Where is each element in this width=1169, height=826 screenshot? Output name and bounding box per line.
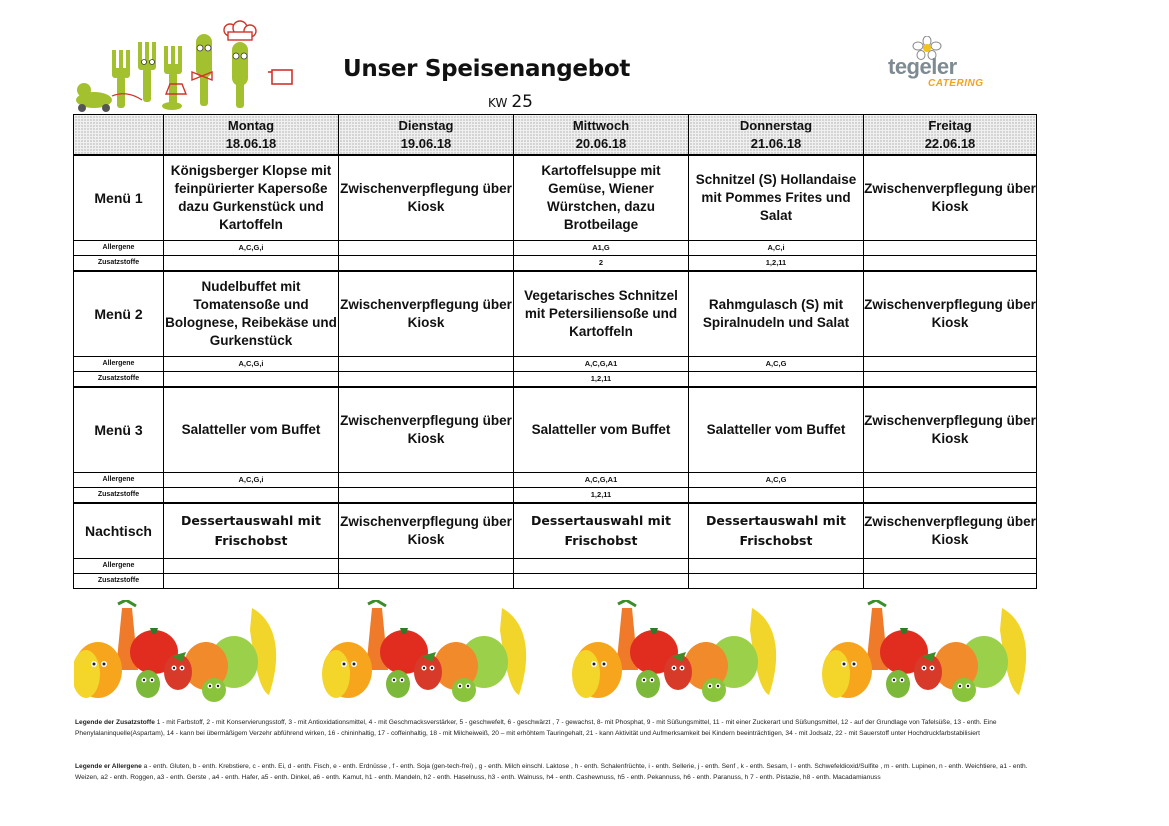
allergene-label: Allergene (74, 473, 164, 488)
day-header-row (74, 115, 1037, 156)
dish-cell: Rahmgulasch (S) mit Spiralnudeln und Salat (689, 271, 864, 357)
allergene-cell (514, 559, 689, 574)
zusatzstoffe-cell (689, 488, 864, 504)
brand-name: tegeler (888, 54, 957, 79)
zusatzstoffe-cell (864, 488, 1037, 504)
menu-label: Nachtisch (74, 503, 164, 559)
zusatzstoffe-cell: 1,2,11 (514, 372, 689, 388)
kw-number: 25 (511, 92, 533, 112)
kids-cutlery-logo (72, 20, 302, 112)
legend-text: a - enth. Gluten, b - enth. Krebstiere, c - enth. Ei, d - enth. Fisch, e - enth. Erdnüsse , f - enth. Soja (gen-tech-frei) , g - enth. Milch einschl. Laktose , h - enth. Schalenfrüchte, i - enth. Sellerie, j - enth. Senf , k - enth. Sesam, l - enth. Schwefeldioxid/Sulfite , m - enth. Lupinen, n - enth. Weichtiere, a1 - enth. Weizen, a2 - enth. Roggen, a3 - enth. Gerste , a4 - enth. Hafer, a5 - enth. Dinkel, a6 - enth. Kamut, h1 - enth. Mandeln, h2 - enth. Haselnuss, h3 - enth. Walnuss, h4 - enth. Cashewnuss, h5 - enth. Pekannuss, h6 - enth. Paranuss, h 7 - enth. Pistazie, h8 - enth. Macadamianuss (75, 763, 1028, 782)
day-header (339, 115, 514, 156)
allergene-cell (864, 473, 1037, 488)
zusatzstoffe-cell (864, 372, 1037, 388)
day-date: 19.06.18 (400, 135, 452, 151)
dish-cell: Kartoffelsuppe mit Gemüse, Wiener Würstchen, dazu Brotbeilage (514, 155, 689, 241)
allergene-label: Allergene (74, 357, 164, 372)
allergene-cell (164, 559, 339, 574)
dish-cell: Salatteller vom Buffet (689, 387, 864, 473)
menu-label: Menü 1 (74, 155, 164, 241)
legend-text: 1 - mit Farbstoff, 2 - mit Konservierungsstoff, 3 - mit Antioxidationsmittel, 4 - mit Geschmacksverstärker, 5 - geschwefelt, 6 - geschwärzt , 7 - gewachst, 8- mit Phosphat, 9 - mit Süßungsmittel, 11 - mit einer Zuckerart und Süßungsmittel, 12 - auf der Grundlage von Tafelsüße, 13 - enth. Eine Phenylalaninquelle(Aspartam), 14 - kann bei übermäßigem Verzehr abführend wirken, 16 - chininhaltig, 17 - coffeinhaltig, 18 - mit Milcheiweiß, 20 – mit erhöhtem Tauringehalt, 21 - kann Aktivität und Aufmerksamkeit bei Kindern beeinträchtigen, 34 - mit Jodsalz, 22 - mit Sauerstoff unter Hochdruckfarbstabilisiert (75, 719, 997, 738)
allergene-row (74, 559, 1037, 574)
day-name: Montag (227, 117, 275, 133)
allergene-cell (864, 241, 1037, 256)
kw-label: KW (488, 96, 508, 110)
zusatzstoffe-label: Zusatzstoffe (74, 488, 164, 504)
legend-title: Legende er Allergene (75, 763, 142, 770)
zusatzstoffe-cell (164, 372, 339, 388)
fruit-illustrations (74, 600, 1034, 705)
dish-cell: Zwischenverpflegung über Kiosk (864, 271, 1037, 357)
zusatzstoffe-cell: 2 (514, 256, 689, 272)
dish-cell: Schnitzel (S) Hollandaise mit Pommes Frites und Salat (689, 155, 864, 241)
day-date: 18.06.18 (225, 135, 277, 151)
zusatzstoffe-cell (339, 256, 514, 272)
zusatzstoffe-cell (164, 574, 339, 589)
dish-cell: Dessertauswahl mit Frischobst (164, 503, 339, 559)
calendar-week (488, 92, 533, 112)
zusatzstoffe-cell (689, 574, 864, 589)
menu-row (74, 503, 1037, 559)
allergene-cell (864, 559, 1037, 574)
menu-label: Menü 3 (74, 387, 164, 473)
zusatzstoffe-row (74, 574, 1037, 589)
zusatzstoffe-cell (339, 574, 514, 589)
menu-row (74, 155, 1037, 241)
allergene-row (74, 241, 1037, 256)
allergene-cell: A,C,G,i (164, 241, 339, 256)
allergene-legend (75, 761, 1035, 784)
corner-cell (74, 115, 164, 156)
day-date: 21.06.18 (750, 135, 802, 151)
day-date: 20.06.18 (575, 135, 627, 151)
dish-cell: Zwischenverpflegung über Kiosk (864, 387, 1037, 473)
zusatzstoffe-cell: 1,2,11 (514, 488, 689, 504)
day-name: Mittwoch (572, 117, 630, 133)
zusatzstoffe-cell (864, 574, 1037, 589)
day-date: 22.06.18 (924, 135, 976, 151)
day-name: Donnerstag (739, 117, 813, 133)
dish-cell: Vegetarisches Schnitzel mit Petersiliensoße und Kartoffeln (514, 271, 689, 357)
allergene-cell: A,C,G,i (164, 473, 339, 488)
zusatzstoffe-cell (689, 372, 864, 388)
allergene-cell (339, 559, 514, 574)
allergene-cell: A,C,G,A1 (514, 357, 689, 372)
day-header (864, 115, 1037, 156)
day-name: Dienstag (398, 117, 454, 133)
zusatzstoffe-label: Zusatzstoffe (74, 574, 164, 589)
legend-title: Legende der Zusatzstoffe (75, 719, 155, 726)
allergene-cell (339, 241, 514, 256)
zusatzstoffe-row (74, 488, 1037, 504)
allergene-row (74, 357, 1037, 372)
allergene-cell: A,C,G,A1 (514, 473, 689, 488)
menu-table (73, 114, 1037, 589)
dish-cell: Dessertauswahl mit Frischobst (689, 503, 864, 559)
allergene-cell (339, 357, 514, 372)
zusatzstoffe-cell (864, 256, 1037, 272)
zusatzstoffe-cell (339, 488, 514, 504)
day-header (689, 115, 864, 156)
dish-cell: Salatteller vom Buffet (164, 387, 339, 473)
day-header (164, 115, 339, 156)
allergene-label: Allergene (74, 241, 164, 256)
allergene-cell (339, 473, 514, 488)
allergene-cell (864, 357, 1037, 372)
allergene-cell: A,C,G (689, 473, 864, 488)
dish-cell: Zwischenverpflegung über Kiosk (339, 271, 514, 357)
brand-sub: CATERING (928, 78, 984, 89)
dish-cell: Zwischenverpflegung über Kiosk (339, 155, 514, 241)
dish-cell: Nudelbuffet mit Tomatensoße und Bolognese, Reibekäse und Gurkenstück (164, 271, 339, 357)
zusatzstoffe-cell: 1,2,11 (689, 256, 864, 272)
menu-row (74, 271, 1037, 357)
allergene-cell: A1,G (514, 241, 689, 256)
dish-cell: Zwischenverpflegung über Kiosk (339, 503, 514, 559)
zusatzstoffe-legend (75, 717, 1035, 740)
dish-cell: Königsberger Klopse mit feinpürierter Kapersoße dazu Gurkenstück und Kartoffeln (164, 155, 339, 241)
day-name: Freitag (928, 117, 972, 133)
zusatzstoffe-cell (514, 574, 689, 589)
allergene-cell: A,C,G,i (164, 357, 339, 372)
zusatzstoffe-cell (164, 488, 339, 504)
menu-label: Menü 2 (74, 271, 164, 357)
zusatzstoffe-label: Zusatzstoffe (74, 372, 164, 388)
zusatzstoffe-cell (339, 372, 514, 388)
dish-cell: Salatteller vom Buffet (514, 387, 689, 473)
allergene-cell: A,C,i (689, 241, 864, 256)
allergene-cell: A,C,G (689, 357, 864, 372)
zusatzstoffe-row (74, 372, 1037, 388)
dish-cell: Dessertauswahl mit Frischobst (514, 503, 689, 559)
allergene-row (74, 473, 1037, 488)
zusatzstoffe-cell (164, 256, 339, 272)
zusatzstoffe-label: Zusatzstoffe (74, 256, 164, 272)
menu-row (74, 387, 1037, 473)
zusatzstoffe-row (74, 256, 1037, 272)
dish-cell: Zwischenverpflegung über Kiosk (864, 155, 1037, 241)
dish-cell: Zwischenverpflegung über Kiosk (339, 387, 514, 473)
day-header (514, 115, 689, 156)
allergene-cell (689, 559, 864, 574)
page-title: Unser Speisenangebot (343, 56, 631, 82)
allergene-label: Allergene (74, 559, 164, 574)
dish-cell: Zwischenverpflegung über Kiosk (864, 503, 1037, 559)
tegeler-catering-logo (888, 36, 988, 90)
